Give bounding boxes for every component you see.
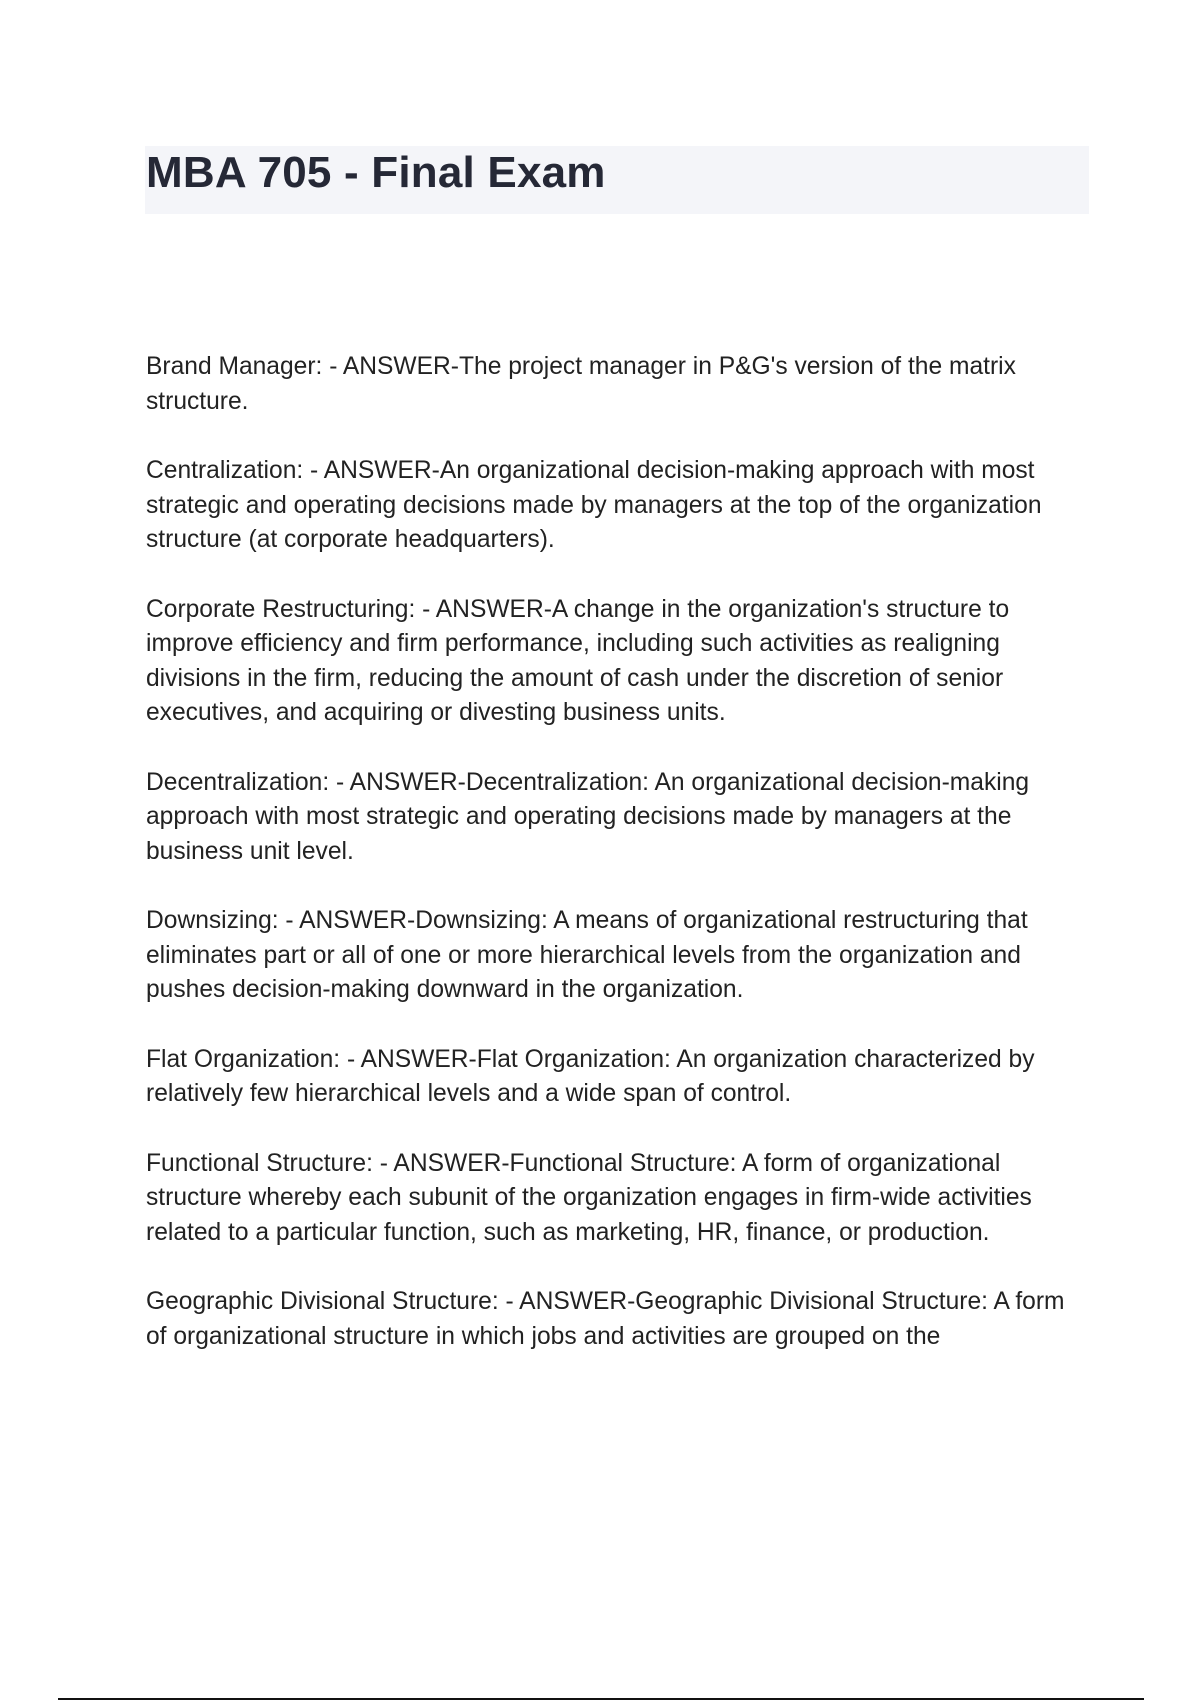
qa-entry-corporate-restructuring: Corporate Restructuring: - ANSWER-A change in the organization's structure to improve efficiency and firm performance, including such activities as realigning divisions in the firm, reducing the amount of cash under the discretion of senior executives, and acquiring or divesting business units. bbox=[146, 595, 1010, 726]
qa-entry-geographic-divisional-structure: Geographic Divisional Structure: - ANSWER-Geographic Divisional Structure: A form of organizational structure in which jobs and activities are grouped on the bbox=[146, 1288, 1065, 1350]
qa-list bbox=[146, 350, 1088, 1389]
page-title: MBA 705 - Final Exam bbox=[146, 148, 606, 197]
qa-entry-brand-manager: Brand Manager: - ANSWER-The project manager in P&G's version of the matrix structure. bbox=[146, 353, 1016, 415]
qa-entry-flat-organization: Flat Organization: - ANSWER-Flat Organization: An organization characterized by relatively few hierarchical levels and a wide span of control. bbox=[146, 1045, 1035, 1107]
qa-entry-downsizing: Downsizing: - ANSWER-Downsizing: A means of organizational restructuring that eliminates part or all of one or more hierarchical levels from the organization and pushes decision-making downward in the organization. bbox=[146, 907, 1028, 1003]
qa-entry-functional-structure: Functional Structure: - ANSWER-Functional Structure: A form of organizational structure whereby each subunit of the organization engages in firm-wide activities related to a particular function, such as marketing, HR, finance, or production. bbox=[146, 1149, 1032, 1246]
qa-entry-decentralization: Decentralization: - ANSWER-Decentralization: An organizational decision-making approach with most strategic and operating decisions made by managers at the business unit level. bbox=[146, 768, 1030, 865]
qa-entry-centralization: Centralization: - ANSWER-An organizational decision-making approach with most strategic and operating decisions made by managers at the top of the organization structure (at corporate headquarters). bbox=[146, 457, 1042, 553]
